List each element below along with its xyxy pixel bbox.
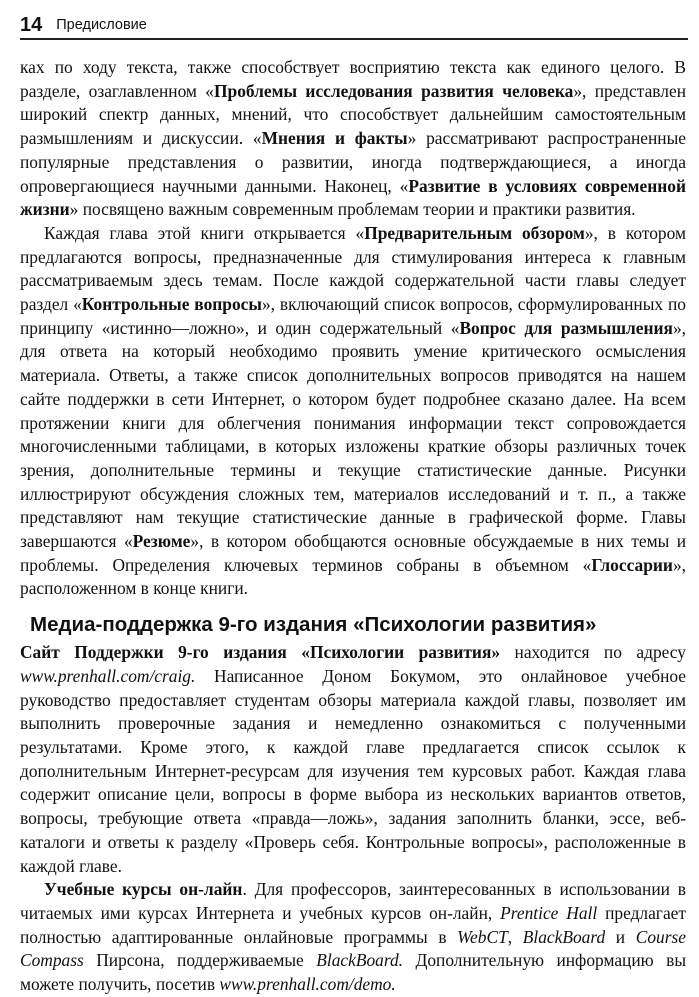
bold-term: Мнения и факты: [261, 128, 408, 149]
bold-term: Контрольные вопросы: [81, 294, 262, 315]
page-body: [20, 56, 686, 997]
running-head-title: Предисловие: [56, 17, 147, 33]
bold-term: Сайт Поддержки 9-го издания «Психологии развития»: [20, 642, 501, 663]
url-link: www.prenhall.com/demo.: [219, 974, 396, 995]
paragraph-2: Каждая глава этой книги открывается «Предварительным обзором», в котором предлагаются вопросы, предназначенные для стимулирования интереса к главным рассматриваемым здесь темам. После каждой содержательной части главы следует раздел «Контрольные вопросы», включающий список вопросов, сформулированных по принципу «истинно—ложно», и один содержательный «Вопрос для размышления», для ответа на который необходимо проявить умение критического осмысления материала. Ответы, а также список дополнительных вопросов приводятся на нашем сайте поддержки в сети Интернет, о котором будет подробнее сказано далее. На всем протяжении книги для облегчения понимания информации текст сопровождается многочисленными таблицами, в которых изложены краткие обзоры различных точек зрения, дополнительные термины и текущие статистические данные. Рисунки иллюстрируют обсуждения сложных тем, материалов исследований и т. п., а также представляют нам текущие статистические данные в графической форме. Главы завершаются «Резюме», в котором обобщаются основные обсуждаемые в них темы и проблемы. Определения ключевых терминов собраны в объемном «Глоссарии», расположенном в конце книги.: [20, 222, 686, 599]
bold-term: Развитие в условиях современной жизни: [20, 175, 686, 220]
bold-term: Вопрос для размышления: [459, 317, 673, 338]
paragraph-3: Сайт Поддержки 9-го издания «Психологии развития» находится по адресу www.prenhall.com/craig. Написанное Доном Бокумом, это онлайновое учебное руководство предоставляет студентам обзоры материала каждой главы, позволяет им выполнить проверочные задания и немедленно ознакомиться с полученными результатами. Кроме этого, к каждой главе предлагается список ссылок к дополнительным Интернет-ресурсам для изучения тем курсовых работ. Каждая глава содержит описание цели, вопросы в форме выбора из нескольких вариантов ответов, вопросы, требующие ответа «правда—ложь», задания заполнить бланки, эссе, веб-каталоги и ответы к разделу «Проверь себя. Контрольные вопросы», расположенные в каждой главе.: [20, 642, 686, 876]
bold-term: Предварительным обзором: [364, 222, 585, 243]
section-heading: Медиа-поддержка 9-го издания «Психологии развития»: [30, 613, 597, 637]
bold-term: Резюме: [132, 531, 191, 552]
page-number: 14: [20, 14, 43, 36]
paragraph-1: ках по ходу текста, также способствует восприятию текста как единого целого. В разделе, озаглавленном «Проблемы исследования развития человека», представлен широкий спектр данных, мнений, что способствует дальнейшим самостоятельным размышлениям и дискуссии. «Мнения и факты» рассматривают распространенные популярные представления о развитии, иногда подтверждающиеся, а иногда опровергающиеся научными данными. Наконец, «Развитие в условиях современной жизни» посвящено важным современным проблемам теории и практики развития.: [20, 57, 687, 220]
bold-term: Глоссарии: [591, 554, 673, 575]
bold-term: Учебные курсы он-лайн: [44, 879, 243, 900]
running-header: [20, 6, 688, 40]
bold-term: Проблемы исследования развития человека: [214, 80, 574, 101]
paragraph-4: Учебные курсы он-лайн. Для профессоров, заинтересованных в использовании в читаемых ими курсах Интернета и учебных курсов он-лайн, Prentice Hall предлагает полностью адаптированные онлайновые программы в WebCT, BlackBoard и Course Compass Пирсона, поддерживаемые BlackBoard. Дополнительную информацию вы можете получить, посетив www.prenhall.com/demo.: [20, 879, 687, 995]
url-link: www.prenhall.com/craig.: [20, 665, 196, 686]
